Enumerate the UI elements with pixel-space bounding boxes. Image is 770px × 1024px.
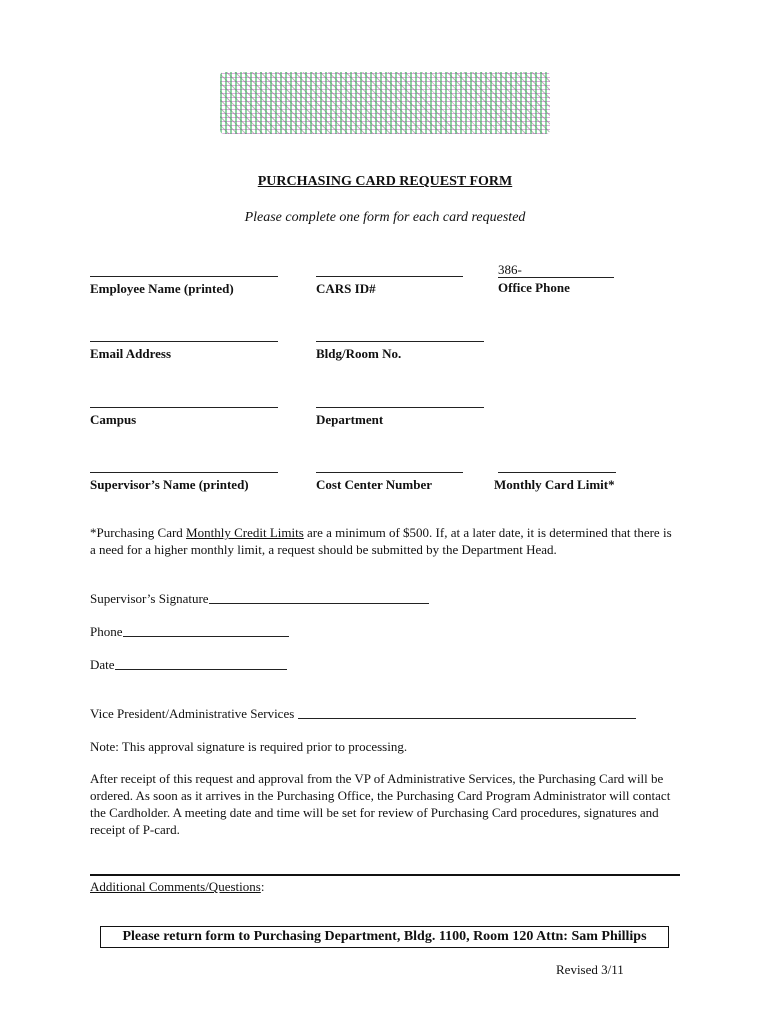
employee-name-label: Employee Name (printed) — [90, 281, 234, 296]
email-field[interactable] — [90, 331, 278, 362]
form-subtitle: Please complete one form for each card requested — [244, 210, 526, 225]
college-logo — [220, 72, 550, 134]
campus-field[interactable] — [90, 397, 278, 428]
phone-label: Phone — [90, 624, 123, 639]
cost-center-label: Cost Center Number — [316, 477, 433, 492]
supervisor-name-label: Supervisor’s Name (printed) — [90, 477, 249, 492]
department-field[interactable] — [316, 397, 484, 428]
supervisor-name-field[interactable] — [90, 462, 278, 493]
monthly-limit-label: Monthly Card Limit* — [494, 477, 615, 492]
office-phone-prefix: 386- — [498, 262, 522, 277]
email-label: Email Address — [90, 346, 172, 361]
monthly-limit-field[interactable] — [494, 462, 634, 493]
cars-id-label: CARS ID# — [316, 281, 376, 296]
supervisor-signature-label: Supervisor’s Signature — [90, 591, 209, 606]
cars-id-field[interactable] — [316, 266, 463, 297]
approval-note: Note: This approval signature is required prior to processing. — [90, 739, 408, 754]
department-label: Department — [316, 412, 384, 427]
limit-note-underlined: Monthly Credit Limits — [186, 525, 304, 540]
campus-label: Campus — [90, 412, 137, 427]
supervisor-signature-field[interactable] — [90, 590, 450, 607]
comments-colon: : — [260, 879, 265, 894]
after-receipt-paragraph: After receipt of this request and approval from the VP of Administrative Services, the Purchasing Card will be ordered. As soon as it arrives in the Purchasing Office, the Purchasing Card Program Administrator will contact the Cardholder. A meeting date and time will be set for review of Purchasing Card procedures, signatures and receipt of P-card. — [90, 771, 671, 837]
comments-field[interactable] — [90, 878, 264, 895]
phone-field[interactable] — [90, 623, 310, 640]
employee-name-field[interactable] — [90, 266, 278, 297]
date-field[interactable] — [90, 656, 310, 673]
bldg-room-field[interactable] — [316, 331, 484, 362]
comments-label: Additional Comments/Questions — [90, 879, 261, 894]
limit-note-pre: *Purchasing Card — [90, 525, 187, 540]
vp-signature-field[interactable] — [90, 705, 670, 722]
divider — [90, 874, 680, 876]
return-notice: Please return form to Purchasing Department, Bldg. 1100, Room 120 Attn: Sam Phillips — [100, 926, 669, 948]
date-label: Date — [90, 657, 115, 672]
cost-center-field[interactable] — [316, 462, 463, 493]
limit-note — [90, 524, 680, 558]
limit-note-post: are a minimum of $500. If, at a later date, it is determined that there is a need for a higher monthly limit, a request should be submitted by the Department Head. — [90, 525, 672, 557]
bldg-room-label: Bldg/Room No. — [316, 346, 402, 361]
revision-date: Revised 3/11 — [556, 962, 624, 977]
form-title: PURCHASING CARD REQUEST FORM — [257, 174, 513, 189]
office-phone-field[interactable] — [498, 263, 614, 296]
vp-signature-label: Vice President/Administrative Services — [90, 706, 295, 721]
office-phone-label: Office Phone — [498, 280, 570, 295]
